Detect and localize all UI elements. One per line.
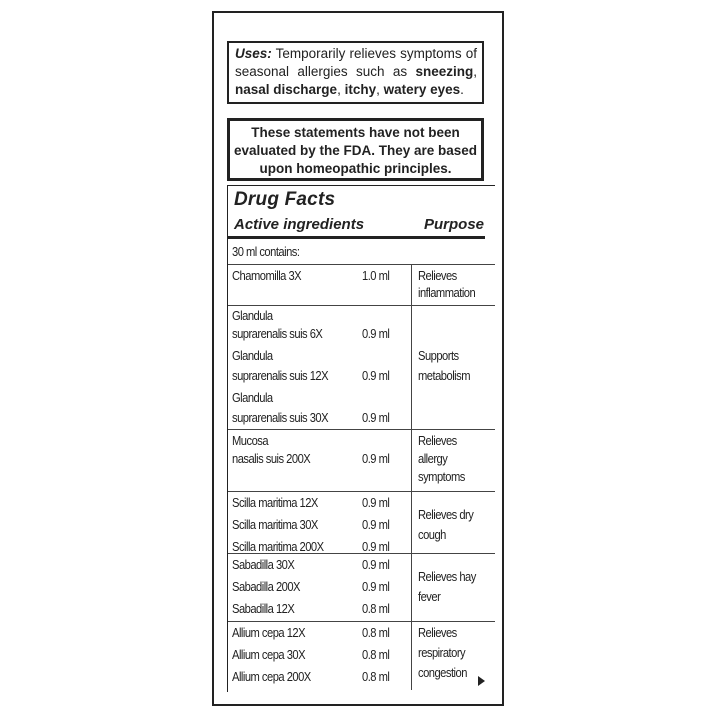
ingredient-purpose: Supports xyxy=(418,348,459,363)
purpose-header: Purpose xyxy=(423,216,484,233)
ingredient-name: Sabadilla 200X xyxy=(232,579,300,594)
ingredient-amount: 1.0 ml xyxy=(362,268,390,283)
ingredient-name: Scilla maritima 200X xyxy=(232,539,324,554)
ingredient-amount: 0.9 ml xyxy=(362,495,390,510)
symptom-nasal-discharge: nasal discharge xyxy=(235,82,338,97)
ingredient-group-row xyxy=(228,491,495,554)
ingredient-name: Glandula xyxy=(232,308,273,323)
symptom-itchy: itchy xyxy=(344,82,377,97)
ingredient-amount: 0.8 ml xyxy=(362,647,390,662)
ingredient-amount: 0.8 ml xyxy=(362,625,390,640)
ingredient-amount: 0.9 ml xyxy=(362,410,390,425)
ingredient-name: Glandula xyxy=(232,348,273,363)
ingredient-purpose: Relieves xyxy=(418,625,457,640)
uses-end: . xyxy=(460,82,464,97)
ingredient-name: Sabadilla 30X xyxy=(232,557,295,572)
ingredient-purpose: allergy xyxy=(418,451,448,466)
ingredient-amount: 0.9 ml xyxy=(362,557,390,572)
ingredient-amount: 0.9 ml xyxy=(362,326,390,341)
column-divider xyxy=(411,306,412,430)
header-rule xyxy=(228,236,485,239)
active-ingredients-header: Active ingredients xyxy=(234,216,365,233)
uses-label: Uses: xyxy=(235,46,272,61)
fda-line: These statements have not been xyxy=(251,125,460,140)
ingredient-name: Allium cepa 30X xyxy=(232,647,306,662)
ingredient-group-row xyxy=(228,264,495,306)
ingredient-name: Scilla maritima 30X xyxy=(232,517,318,532)
uses-text: Temporarily relieves symptoms of seasonal allergies such as xyxy=(235,46,477,79)
ingredient-purpose: respiratory xyxy=(418,645,466,660)
column-divider xyxy=(411,492,412,554)
ingredient-amount: 0.9 ml xyxy=(362,579,390,594)
ingredient-name: Mucosa xyxy=(232,433,269,448)
ingredient-name: Glandula xyxy=(232,390,273,405)
column-divider xyxy=(411,265,412,306)
ingredient-amount: 0.8 ml xyxy=(362,601,390,616)
drug-facts-title: Drug Facts xyxy=(234,189,336,210)
uses-separator: , xyxy=(376,82,384,97)
ingredient-amount: 0.9 ml xyxy=(362,451,390,466)
ingredient-group-row xyxy=(228,621,495,690)
ingredient-name: Allium cepa 12X xyxy=(232,625,306,640)
ingredient-amount: 0.8 ml xyxy=(362,669,390,684)
fda-line: evaluated by the FDA. They are based xyxy=(233,143,478,158)
ingredient-purpose: inflammation xyxy=(418,285,476,300)
symptom-sneezing: sneezing xyxy=(415,64,474,79)
ingredient-name: suprarenalis suis 30X xyxy=(232,410,329,425)
drug-facts-table xyxy=(227,185,495,692)
fda-disclaimer xyxy=(227,118,484,181)
uses-separator: , xyxy=(473,64,477,79)
ingredient-group-row xyxy=(228,429,495,492)
ingredient-amount: 0.9 ml xyxy=(362,539,390,554)
ingredient-name: Scilla maritima 12X xyxy=(232,495,318,510)
ingredient-name: Allium cepa 200X xyxy=(232,669,311,684)
ingredient-name: nasalis suis 200X xyxy=(232,451,311,466)
ingredient-purpose: fever xyxy=(418,589,441,604)
ingredient-group-row xyxy=(228,305,495,430)
contains-text: 30 ml contains: xyxy=(232,244,300,259)
ingredient-purpose: Relieves xyxy=(418,268,457,283)
ingredient-name: Sabadilla 12X xyxy=(232,601,295,616)
symptom-watery-eyes: watery eyes xyxy=(383,82,461,97)
column-divider xyxy=(411,554,412,622)
uses-separator: , xyxy=(337,82,345,97)
uses-section xyxy=(227,41,484,104)
ingredient-purpose: Relieves hay xyxy=(418,569,476,584)
ingredient-purpose: Relieves dry xyxy=(418,507,474,522)
ingredient-purpose: symptoms xyxy=(418,469,465,484)
ingredient-group-row xyxy=(228,553,495,622)
ingredient-amount: 0.9 ml xyxy=(362,517,390,532)
column-divider xyxy=(411,430,412,492)
ingredient-name: Chamomilla 3X xyxy=(232,268,302,283)
fda-line: upon homeopathic principles. xyxy=(259,161,452,176)
triangle-right-icon xyxy=(478,676,485,686)
ingredient-purpose: congestion xyxy=(418,665,467,680)
column-divider xyxy=(411,622,412,690)
ingredient-amount: 0.9 ml xyxy=(362,368,390,383)
ingredient-purpose: cough xyxy=(418,527,446,542)
ingredient-name: suprarenalis suis 12X xyxy=(232,368,329,383)
ingredient-purpose: metabolism xyxy=(418,368,471,383)
ingredient-name: suprarenalis suis 6X xyxy=(232,326,323,341)
ingredient-purpose: Relieves xyxy=(418,433,457,448)
